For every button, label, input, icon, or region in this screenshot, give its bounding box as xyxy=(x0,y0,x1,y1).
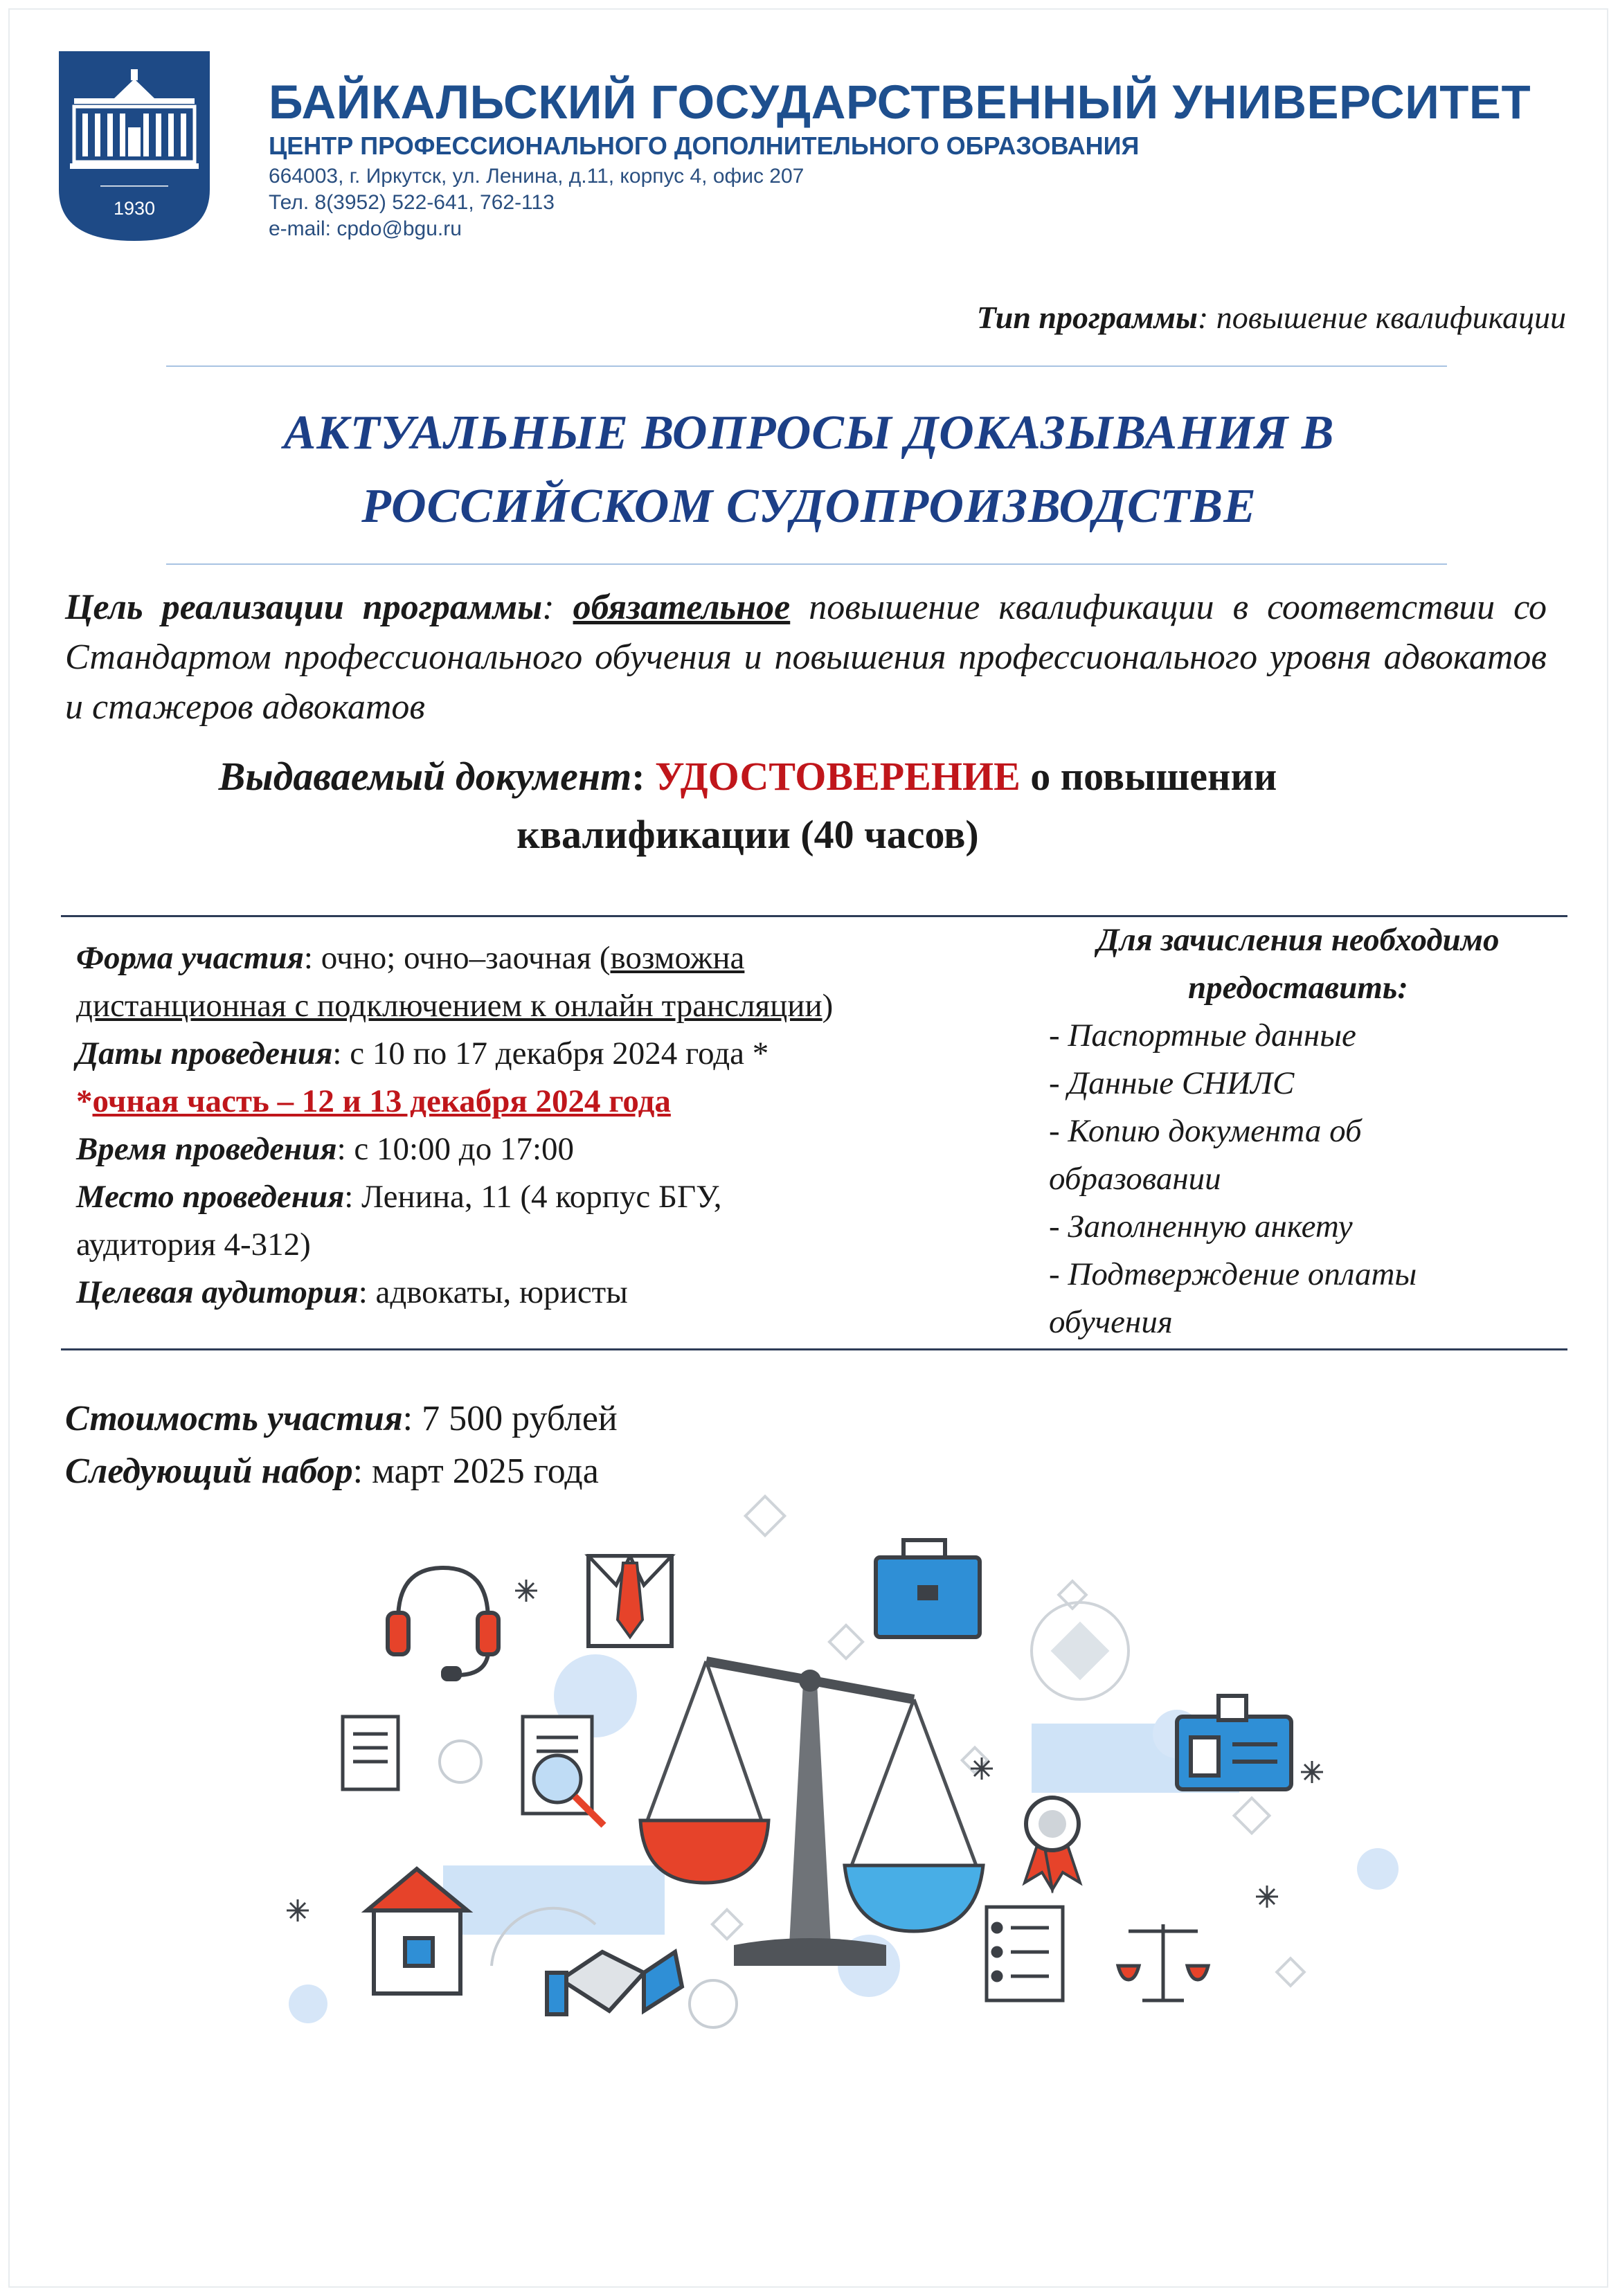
requirement-item: образовании xyxy=(1049,1161,1221,1197)
scales-of-justice-icon xyxy=(640,1661,983,1966)
address: 664003, г. Иркутск, ул. Ленина, д.11, корпус 4, офис 207 xyxy=(269,165,804,188)
venue: Место проведения: Ленина, 11 (4 корпус БГУ, xyxy=(76,1179,722,1215)
certificate-name: УДОСТОВЕРЕНИЕ xyxy=(655,754,1021,799)
issued-document-line-2: квалификации (40 часов) xyxy=(516,812,979,857)
course-details: Форма участия: очно; очно–заочная (возможна дистанционная с подключением к онлайн трансляции) Даты проведения: с 10 по 17 декабря 2024 года * *очная часть – 12 и 13 декабря 2024 года Время проведения: с 10:00 до 17:00 Место проведения: Ленина, 11 (4 корпус БГУ, аудитория 4-312) Целевая аудитория: адвокаты, юристы xyxy=(76,934,1025,1317)
program-goal: Цель реализации программы: обязательное повышение квалификации в соответствии со Стандартом профессионального обучения и повышения профессионального уровня адвокатов и стажеров адвокатов xyxy=(65,588,1547,727)
center-name: ЦЕНТР ПРОФЕССИОНАЛЬНОГО ДОПОЛНИТЕЛЬНОГО ОБРАЗОВАНИЯ xyxy=(269,132,1140,160)
venue-room: аудитория 4-312) xyxy=(76,1227,311,1263)
time: Время проведения: с 10:00 до 17:00 xyxy=(76,1131,575,1167)
requirement-item: - Данные СНИЛС xyxy=(1049,1065,1295,1101)
small-scales-icon xyxy=(1118,1924,1208,2000)
headset-icon xyxy=(388,1568,498,1679)
participation-form: Форма участия: очно; очно–заочная (возможна xyxy=(76,940,745,976)
requirement-item: - Подтверждение оплаты xyxy=(1049,1256,1417,1292)
course-title-line-2: РОССИЙСКОМ СУДОПРОИЗВОДСТВЕ xyxy=(361,480,1257,533)
document-icon xyxy=(343,1717,398,1789)
issued-document: Выдаваемый документ: УДОСТОВЕРЕНИЕ о повышении xyxy=(218,754,1277,799)
requirements-header: Для зачисления необходимо xyxy=(1097,922,1500,958)
requirement-item: обучения xyxy=(1049,1304,1173,1340)
email-link[interactable]: e-mail: cpdo@bgu.ru xyxy=(269,217,462,240)
goal-emphasis: обязательное xyxy=(573,588,791,627)
program-type-label: Тип программы xyxy=(976,300,1198,335)
program-type-value: повышение квалификации xyxy=(1208,300,1566,335)
phone: Тел. 8(3952) 522-641, 762-113 xyxy=(269,191,555,214)
next-intake: Следующий набор: март 2025 года xyxy=(65,1452,599,1491)
participation-cost: Стоимость участия: 7 500 рублей xyxy=(65,1399,618,1438)
handshake-icon xyxy=(547,1952,682,2014)
requirement-item: - Заполненную анкету xyxy=(1049,1209,1353,1245)
program-type: Тип программы: повышение квалификации xyxy=(976,300,1566,335)
requirement-item: - Паспортные данные xyxy=(1049,1018,1356,1054)
logo-year: 1930 xyxy=(113,198,156,219)
notepad-icon xyxy=(987,1907,1063,2000)
id-card-icon xyxy=(1177,1696,1291,1789)
enrollment-requirements: Для зачисления необходимо предоставить: - Паспортные данные - Данные СНИЛС - Копию документа об образовании - Заполненную анкету - Подтверждение оплаты обучения xyxy=(1049,916,1547,1346)
course-title-line-1: АКТУАЛЬНЫЕ ВОПРОСЫ ДОКАЗЫВАНИЯ В xyxy=(283,406,1335,460)
document-search-icon xyxy=(523,1717,604,1825)
dates: Даты проведения: с 10 по 17 декабря 2024 года * xyxy=(76,1036,769,1072)
requirement-item: - Копию документа об xyxy=(1049,1113,1362,1149)
briefcase-icon xyxy=(876,1540,980,1637)
target-audience: Целевая аудитория: адвокаты, юристы xyxy=(76,1274,628,1310)
fulltime-part-note: *очная часть – 12 и 13 декабря 2024 года xyxy=(76,1083,671,1119)
shirt-tie-icon xyxy=(588,1556,672,1646)
online-option: дистанционная с подключением к онлайн трансляции xyxy=(76,988,823,1024)
university-name: БАЙКАЛЬСКИЙ ГОСУДАРСТВЕННЫЙ УНИВЕРСИТЕТ xyxy=(269,75,1531,129)
award-ribbon-icon xyxy=(1025,1798,1080,1890)
